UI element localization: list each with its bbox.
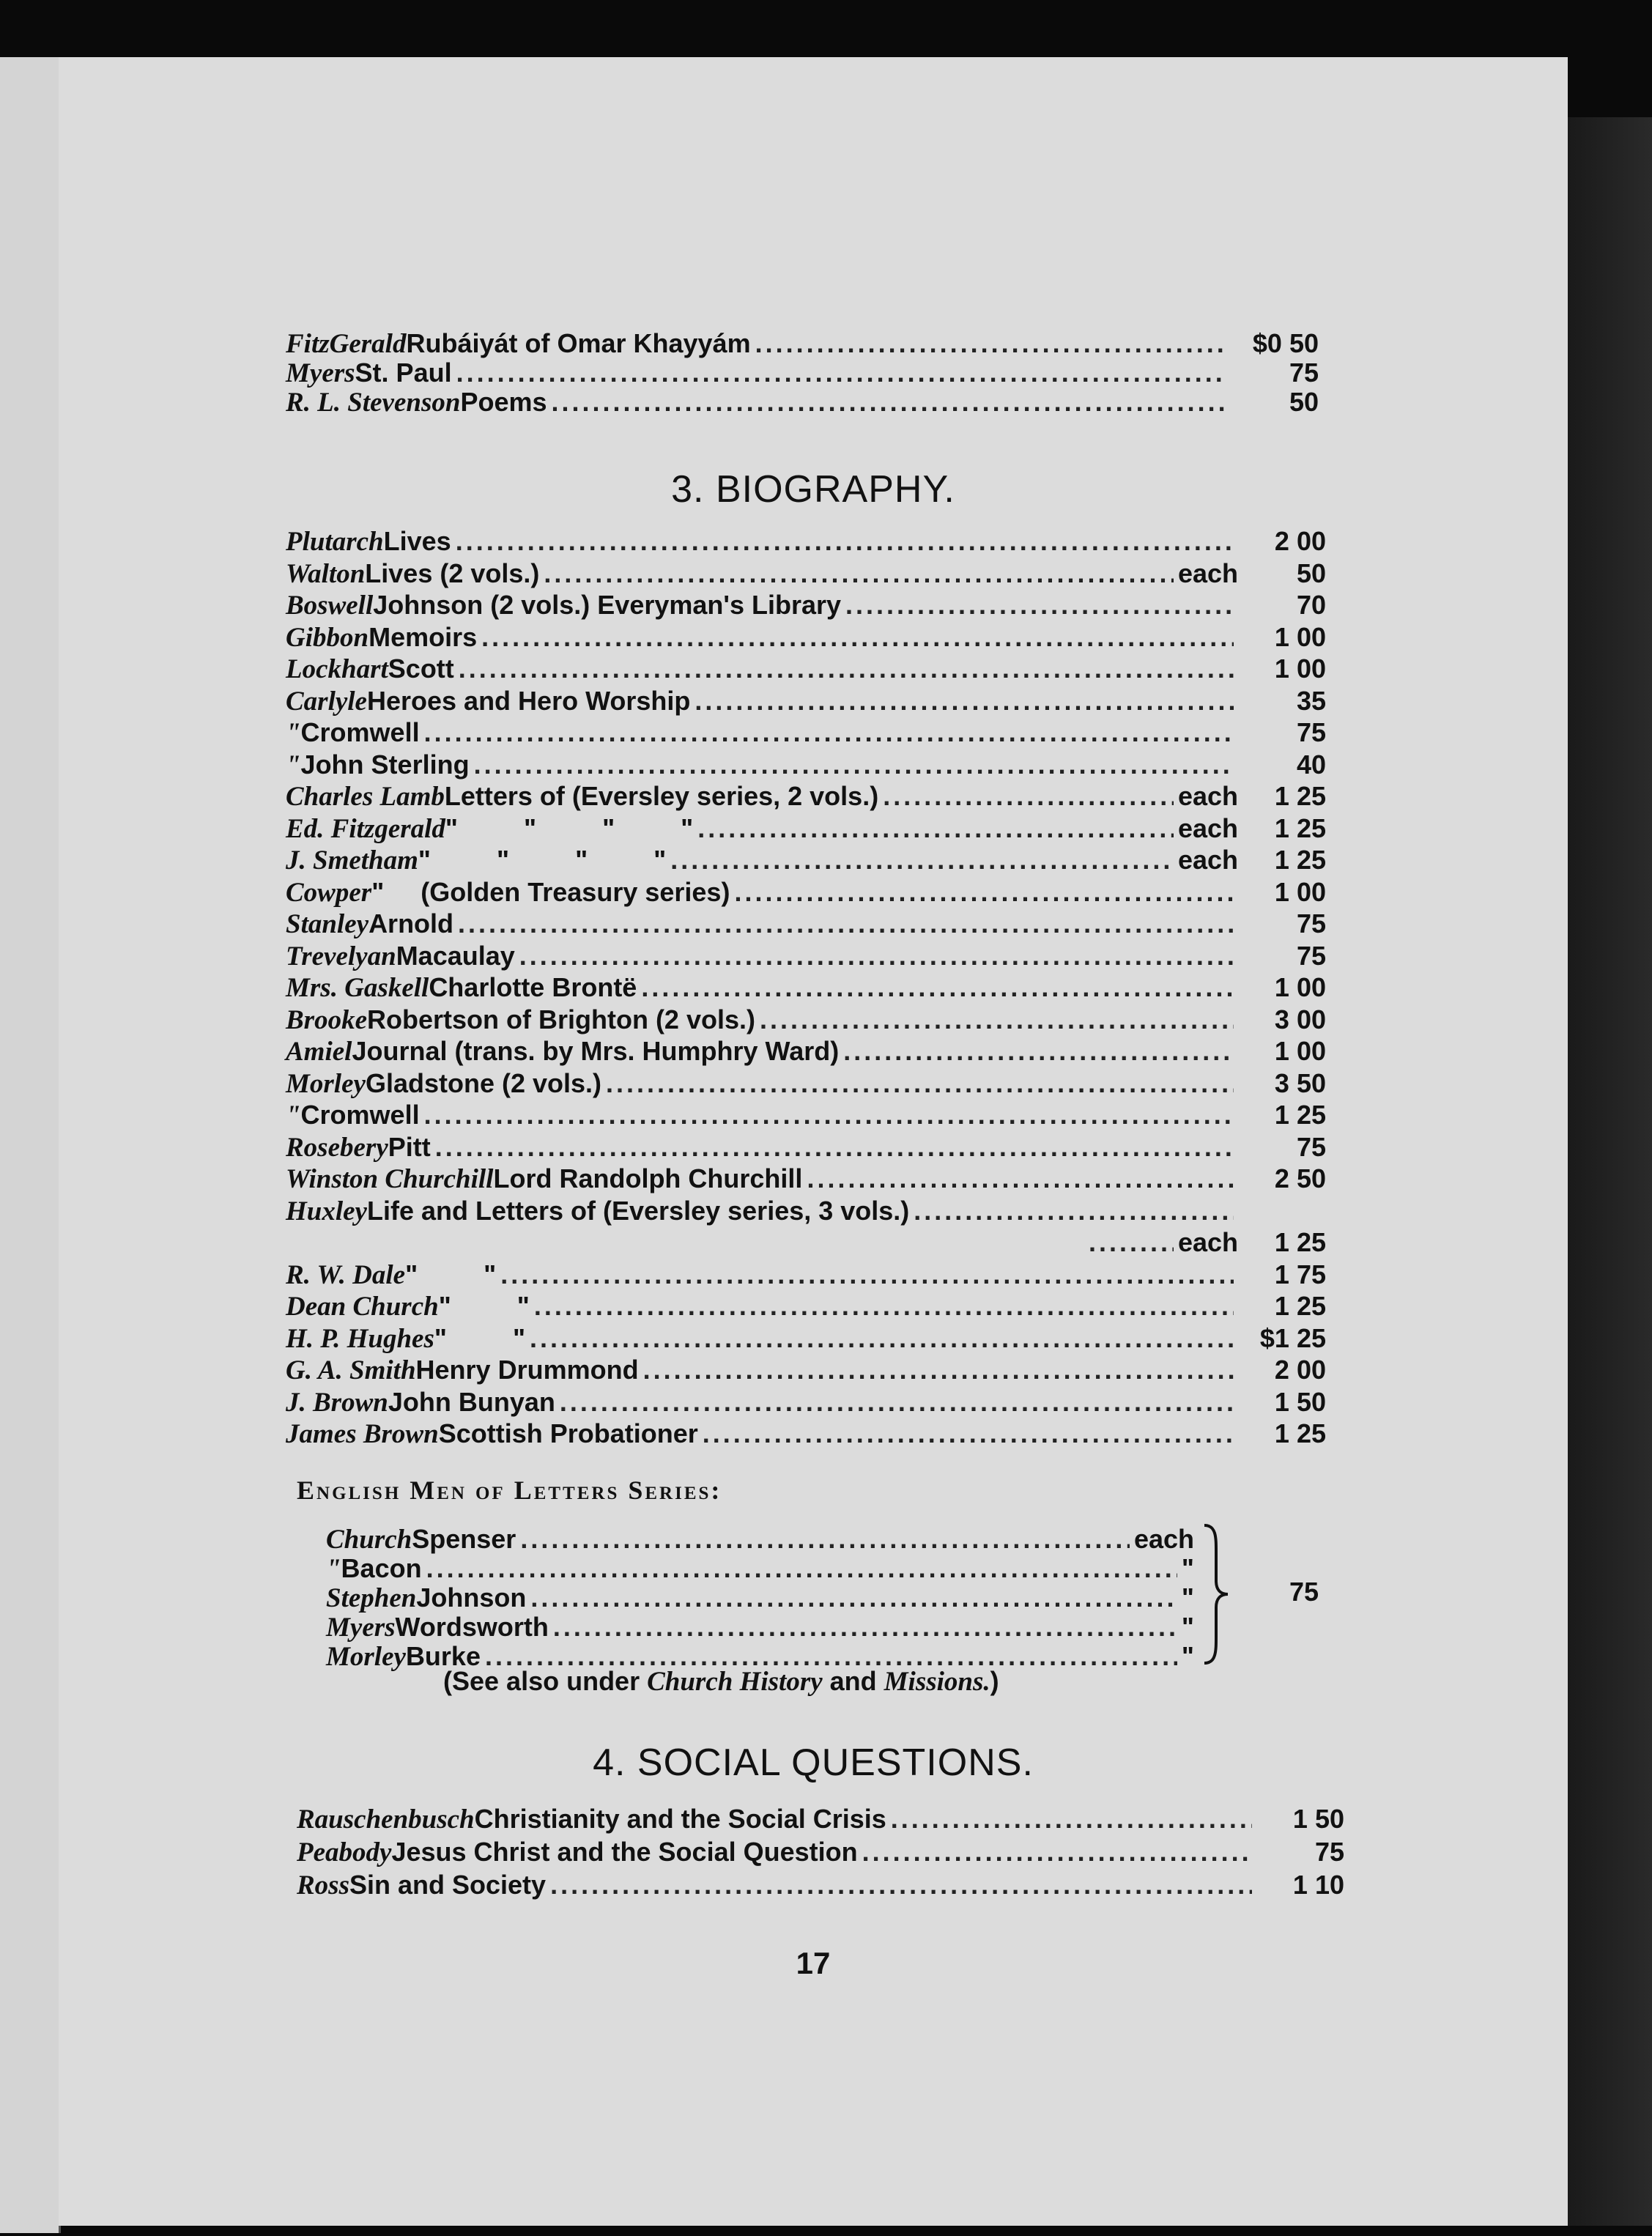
leader-dots <box>552 387 1226 418</box>
book-entry <box>286 558 1238 590</box>
entry-author: " <box>286 1100 301 1130</box>
leader-dots <box>641 972 1234 1003</box>
leader-dots <box>424 717 1234 748</box>
entry-author: Peabody <box>297 1837 392 1867</box>
entry-price: 2 50 <box>1274 1163 1326 1193</box>
entry-title: Johnson (2 vols.) Everyman's Library <box>373 590 842 620</box>
entry-author: " <box>286 749 301 780</box>
leader-dots <box>734 877 1234 908</box>
entry-price: 1 25 <box>1274 1418 1326 1448</box>
leader-dots <box>760 1004 1234 1035</box>
leader-dots <box>520 1524 1130 1555</box>
book-entry <box>297 1837 1256 1868</box>
entry-price: 50 <box>1296 558 1326 588</box>
book-entry <box>286 1259 1238 1291</box>
leader-dots <box>694 686 1234 717</box>
book-entry <box>286 526 1238 558</box>
entry-price: 3 00 <box>1274 1004 1326 1034</box>
entry-suffix: each <box>1177 781 1238 811</box>
entry-author: Lockhart <box>286 654 388 684</box>
entry-author: Walton <box>286 558 366 589</box>
entry-title: Cromwell <box>300 717 420 747</box>
biography-heading: 3. BIOGRAPHY. <box>671 468 955 511</box>
entry-suffix: " <box>1181 1553 1194 1583</box>
entry-author: G. A. Smith <box>286 1355 416 1385</box>
entry-author: Myers <box>286 358 355 388</box>
leader-dots <box>643 1355 1234 1385</box>
book-entry <box>286 1068 1238 1100</box>
entry-price: 1 25 <box>1274 1227 1326 1257</box>
entry-suffix: " <box>1181 1612 1194 1642</box>
social-questions-heading: 4. SOCIAL QUESTIONS. <box>593 1741 1034 1784</box>
entry-price: 1 00 <box>1274 972 1326 1002</box>
entry-price: 1 50 <box>1274 1386 1326 1417</box>
entry-price: $0 50 <box>1252 328 1319 358</box>
entry-title: Jesus Christ and the Social Question <box>391 1837 858 1867</box>
entry-author: Carlyle <box>286 686 367 717</box>
entry-price: 1 00 <box>1274 1036 1326 1066</box>
entry-author: Charles Lamb <box>286 782 445 812</box>
entry-author: Morley <box>326 1642 406 1672</box>
entry-title: Lives <box>383 526 451 556</box>
page-shadow <box>1568 117 1652 2226</box>
leader-dots <box>459 654 1234 684</box>
entry-author: James Brown <box>286 1419 439 1449</box>
book-entry <box>286 972 1238 1004</box>
entry-price: 1 10 <box>1292 1870 1344 1900</box>
book-entry <box>297 1870 1256 1901</box>
entry-suffix: each <box>1177 558 1238 588</box>
entry-title: Poems <box>460 387 547 417</box>
entry-author: Ross <box>297 1870 349 1900</box>
series-entry <box>326 1582 1194 1614</box>
entry-price: 3 50 <box>1274 1067 1326 1098</box>
men-of-letters-price: 75 <box>1289 1577 1319 1607</box>
book-entry <box>286 328 1231 360</box>
leader-dots <box>843 1036 1234 1067</box>
entry-suffix: each <box>1133 1524 1194 1554</box>
entry-title: St. Paul <box>355 358 452 388</box>
page-number: 17 <box>796 1946 831 1980</box>
entry-price: $1 25 <box>1259 1322 1326 1353</box>
entry-title: Arnold <box>368 908 454 939</box>
entry-suffix: each <box>1177 812 1238 843</box>
entry-suffix: " <box>1181 1641 1194 1671</box>
entry-author: Rosebery <box>286 1132 388 1163</box>
entry-title: Burke <box>405 1641 481 1671</box>
book-entry <box>286 686 1238 717</box>
book-entry <box>286 1004 1238 1036</box>
entry-title: Robertson of Brighton (2 vols.) <box>367 1004 755 1034</box>
entry-price: 1 50 <box>1292 1804 1344 1834</box>
leader-dots <box>670 845 1174 875</box>
entry-title: Spenser <box>412 1524 516 1554</box>
entry-title: Henry Drummond <box>415 1355 639 1385</box>
entry-price: 35 <box>1296 685 1326 716</box>
leader-dots <box>553 1612 1177 1643</box>
leader-dots <box>1089 1227 1174 1258</box>
men-of-letters-heading: English Men of Letters Series: <box>297 1476 722 1505</box>
entry-author: Stanley <box>286 909 369 939</box>
entry-price: 2 00 <box>1274 526 1326 556</box>
entry-author: R. L. Stevenson <box>286 388 461 418</box>
entry-title: Gladstone (2 vols.) <box>365 1067 602 1098</box>
entry-title: John Bunyan <box>388 1386 555 1417</box>
leader-dots <box>560 1387 1234 1418</box>
entry-author: Church <box>326 1525 412 1555</box>
book-entry <box>297 1804 1256 1835</box>
book-entry <box>286 845 1238 876</box>
facing-page-edge <box>0 57 61 2233</box>
book-entry <box>286 813 1238 845</box>
leader-dots <box>703 1418 1234 1449</box>
entry-title: Scott <box>388 654 454 684</box>
entry-author: J. Smetham <box>286 845 418 875</box>
book-entry <box>286 1355 1238 1386</box>
entry-title: " " <box>405 1259 497 1289</box>
entry-title: Sin and Society <box>349 1870 547 1900</box>
leader-dots <box>435 1132 1234 1163</box>
book-entry <box>286 749 1238 781</box>
entry-author: Stephen <box>326 1583 417 1613</box>
book-entry <box>286 622 1238 654</box>
entry-price: 75 <box>1289 358 1319 388</box>
entry-price: 40 <box>1296 749 1326 780</box>
leader-dots <box>424 1100 1234 1130</box>
leader-dots <box>458 908 1234 939</box>
leader-dots <box>426 1553 1177 1584</box>
leader-dots <box>456 526 1234 557</box>
book-entry <box>286 1418 1238 1450</box>
entry-title: Cromwell <box>300 1100 420 1130</box>
leader-dots <box>550 1870 1252 1900</box>
leader-dots <box>544 558 1174 589</box>
entry-author: Gibbon <box>286 622 369 653</box>
book-entry <box>286 358 1231 389</box>
book-entry <box>286 1323 1238 1355</box>
book-entry <box>286 908 1238 940</box>
leader-dots <box>891 1804 1252 1835</box>
entry-title: Rubáiyát of Omar Khayyám <box>406 328 751 358</box>
entry-title: Christianity and the Social Crisis <box>474 1804 886 1834</box>
entry-author: Ed. Fitzgerald <box>286 813 445 844</box>
leader-dots <box>481 622 1234 653</box>
book-entry <box>286 941 1238 972</box>
entry-price: 1 00 <box>1274 621 1326 652</box>
leader-dots <box>519 941 1234 971</box>
entry-title: " " " " <box>418 845 667 875</box>
entry-title: Macaulay <box>396 940 515 971</box>
entry-title: " (Golden Treasury series) <box>371 876 730 907</box>
entry-author: Huxley <box>286 1196 367 1226</box>
entry-author: " <box>326 1554 341 1584</box>
leader-dots <box>862 1837 1252 1867</box>
entry-author: Mrs. Gaskell <box>286 973 429 1003</box>
book-entry <box>286 1100 1238 1131</box>
entry-title: Pitt <box>388 1131 431 1162</box>
book-entry <box>286 717 1238 749</box>
entry-title: Charlotte Brontë <box>429 972 637 1002</box>
entry-author: Myers <box>326 1613 396 1643</box>
leader-dots <box>530 1582 1177 1613</box>
leader-dots <box>697 813 1174 844</box>
entry-title: Heroes and Hero Worship <box>366 685 691 716</box>
leader-dots <box>606 1068 1234 1099</box>
entry-price: 75 <box>1296 908 1326 939</box>
entry-title: Lives (2 vols.) <box>365 558 540 588</box>
entry-author: Trevelyan <box>286 941 396 971</box>
entry-title: Life and Letters of (Eversley series, 3 vols.) <box>366 1195 910 1226</box>
book-entry <box>286 877 1238 908</box>
series-entry <box>326 1524 1194 1555</box>
entry-author: Amiel <box>286 1037 352 1067</box>
book-entry <box>1084 1227 1238 1258</box>
entry-price: 50 <box>1289 387 1319 417</box>
entry-price: 1 25 <box>1274 812 1326 843</box>
entry-title: Johnson <box>416 1582 527 1613</box>
entry-author: Winston Churchill <box>286 1164 494 1194</box>
entry-author: J. Brown <box>286 1387 388 1418</box>
book-entry <box>286 387 1231 418</box>
entry-author: Cowper <box>286 877 372 908</box>
entry-author: R. W. Dale <box>286 1259 406 1290</box>
book-entry <box>286 1132 1238 1163</box>
entry-title: John Sterling <box>300 749 470 780</box>
entry-price: 1 00 <box>1274 654 1326 684</box>
book-entry <box>286 1163 1238 1195</box>
entry-author: Rauschenbusch <box>297 1804 475 1835</box>
entry-price: 1 25 <box>1274 781 1326 811</box>
entry-author: Morley <box>286 1068 366 1099</box>
book-entry <box>286 590 1238 621</box>
entry-price: 1 00 <box>1274 876 1326 907</box>
leader-dots <box>474 749 1234 780</box>
entry-price: 2 00 <box>1274 1355 1326 1385</box>
leader-dots <box>456 358 1226 388</box>
book-entry <box>286 1387 1238 1418</box>
entry-title: Bacon <box>341 1553 422 1583</box>
entry-suffix: each <box>1177 1227 1238 1257</box>
series-entry <box>326 1612 1194 1643</box>
entry-price: 70 <box>1296 590 1326 620</box>
entry-price: 1 75 <box>1274 1259 1326 1289</box>
entry-author: Dean Church <box>286 1292 439 1322</box>
entry-price: 75 <box>1296 940 1326 971</box>
book-entry <box>286 781 1238 812</box>
book-entry <box>286 654 1238 685</box>
entry-title: " " <box>438 1291 530 1321</box>
entry-author: Boswell <box>286 591 374 621</box>
series-entry <box>326 1553 1194 1585</box>
entry-title: Letters of (Eversley series, 2 vols.) <box>444 781 879 811</box>
book-entry <box>286 1196 1238 1227</box>
leader-dots <box>914 1196 1234 1226</box>
entry-author: H. P. Hughes <box>286 1323 434 1354</box>
leader-dots <box>755 328 1226 359</box>
entry-title: Lord Randolph Churchill <box>493 1163 803 1193</box>
entry-title: Journal (trans. by Mrs. Humphry Ward) <box>352 1036 840 1066</box>
entry-title: Wordsworth <box>395 1612 549 1642</box>
leader-dots <box>534 1291 1234 1322</box>
entry-suffix: each <box>1177 845 1238 875</box>
entry-price: 75 <box>1296 1131 1326 1162</box>
leader-dots <box>807 1163 1234 1194</box>
entry-price: 75 <box>1296 717 1326 747</box>
entry-author: FitzGerald <box>286 329 407 359</box>
entry-price: 1 25 <box>1274 845 1326 875</box>
entry-price: 1 25 <box>1274 1100 1326 1130</box>
book-page <box>59 57 1568 2226</box>
entry-title: " " <box>434 1322 526 1353</box>
leader-dots <box>500 1259 1234 1290</box>
entry-title: " " " " <box>445 812 694 843</box>
entry-title: Memoirs <box>368 621 478 652</box>
entry-title: Scottish Probationer <box>438 1418 698 1448</box>
leader-dots <box>530 1323 1234 1354</box>
entry-price: 75 <box>1314 1837 1344 1867</box>
entry-price: 1 25 <box>1274 1291 1326 1321</box>
entry-author: Plutarch <box>286 527 384 557</box>
leader-dots <box>883 781 1174 812</box>
entry-suffix: " <box>1181 1582 1194 1613</box>
see-also-note: (See also under Church History and Missions.) <box>443 1666 999 1697</box>
book-entry <box>286 1036 1238 1067</box>
entry-author: Brooke <box>286 1004 367 1035</box>
book-entry <box>286 1291 1238 1322</box>
leader-dots <box>845 590 1234 621</box>
entry-author: " <box>286 718 301 748</box>
